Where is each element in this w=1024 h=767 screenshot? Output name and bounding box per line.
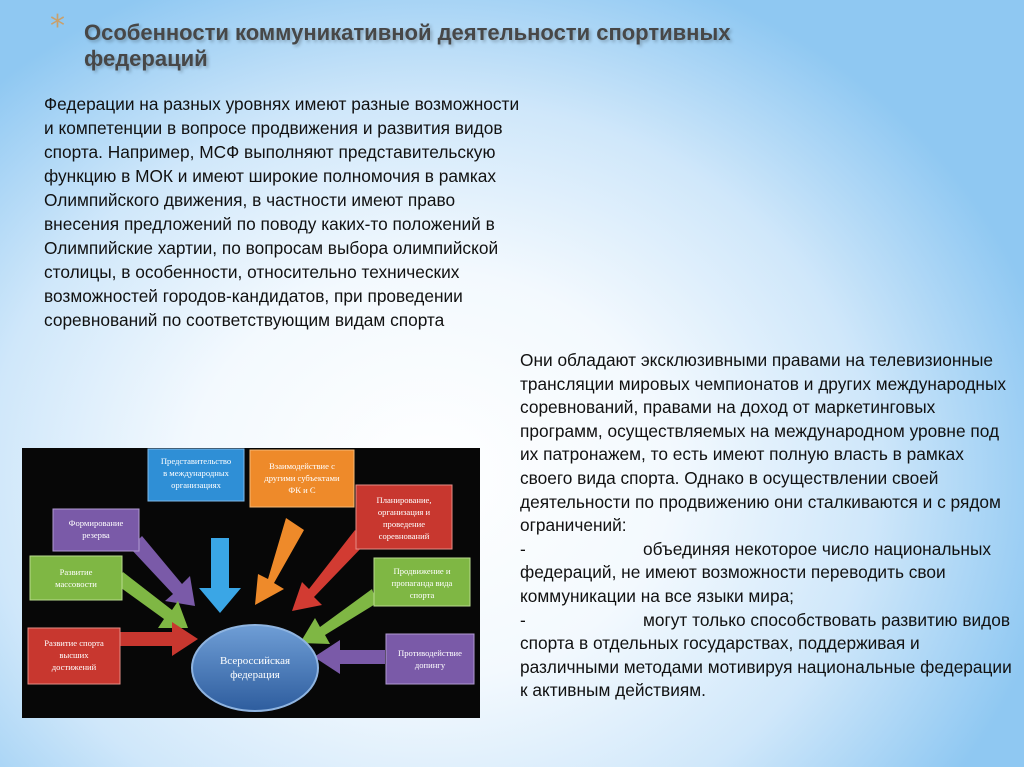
box-label: Противодействие: [398, 648, 462, 658]
box-label: резерва: [82, 530, 110, 540]
title-bullet-icon: *: [50, 9, 65, 44]
arrow-icon: [314, 640, 385, 674]
diagram-box: [28, 628, 120, 684]
list-marker: -: [520, 609, 526, 630]
box-label: Развитие спорта: [44, 638, 104, 648]
box-label: допингу: [414, 660, 446, 670]
right-text-block: [520, 349, 1015, 703]
box-label: ФК и С: [288, 485, 316, 495]
box-rect: [386, 634, 474, 684]
box-label: другими субъектами: [264, 473, 340, 483]
box-label: Взаимодействие с: [269, 461, 335, 471]
list-item-text: могут только способствовать развитию видов спорта в отдельных государствах, поддерживая и различными методами мотивируя национальные федерации к активным действиям.: [520, 609, 1012, 701]
box-label: соревнований: [378, 531, 430, 541]
box-label: в международных: [163, 468, 229, 478]
diagram-box: [386, 634, 474, 684]
diagram-box: [30, 556, 122, 600]
box-label: организация и: [377, 507, 431, 517]
box-label: достижений: [51, 662, 97, 672]
box-label: Развитие: [59, 567, 93, 577]
box-rect: [30, 556, 122, 600]
diagram-svg: [22, 448, 480, 718]
box-label: Планирование,: [376, 495, 432, 505]
list-item: [520, 538, 1015, 609]
diagram-box: [148, 449, 244, 501]
right-paragraph: Они обладают эксклюзивными правами на телевизионные трансляции мировых чемпионатов и других международных соревнований, правами на доход от маркетинговых программ, осуществляемых на международном уровне под их патронажем, то есть имеют полную власть в рамках своего вида спорта. Однако в осуществлении своей деятельности по продвижению они сталкиваются и с рядом ограничений:: [520, 350, 1007, 536]
arrow-icon: [199, 538, 241, 613]
arrow-icon: [292, 530, 365, 611]
slide-title: Особенности коммуникативной деятельности спортивных федераций: [84, 20, 731, 71]
list-marker: -: [520, 538, 526, 559]
diagram-box: [356, 485, 452, 549]
box-label: массовости: [55, 579, 97, 589]
box-label: спорта: [409, 590, 435, 600]
center-label: Всероссийская: [219, 655, 291, 667]
arrow-icon: [255, 518, 304, 605]
box-label: организациях: [171, 480, 221, 490]
box-label: Представительство: [160, 456, 232, 466]
federation-functions-diagram: [22, 448, 480, 718]
box-label: пропаганда вида: [391, 578, 453, 588]
center-ellipse: [192, 625, 318, 711]
diagram-box: [53, 509, 139, 551]
list-item: [520, 609, 1015, 703]
box-label: высших: [59, 650, 89, 660]
left-text-block: Федерации на разных уровнях имеют разные возможности и компетенции в вопросе продвижения и развития видов спорта. Например, МСФ выполняют представительскую функцию в МОК и имеют широкие полномочия в рамках Олимпийского движения, в частности имеют право внесения предложений по поводу каких-то положений в Олимпийские хартии, по вопросам выбора олимпийской столицы, в особенности, относительно технических возможностей городов-кандидатов, при проведении соревнований по соответствующим видам спорта: [44, 94, 520, 330]
diagram-box: [374, 558, 470, 606]
list-item-text: объединяя некоторое число национальных федераций, не имеют возможности переводить свои коммуникации на все языки мира;: [520, 538, 992, 606]
box-label: Формирование: [68, 518, 124, 528]
box-label: проведение: [382, 519, 426, 529]
box-label: Продвижение и: [393, 566, 451, 576]
diagram-box: [250, 450, 354, 507]
center-label: федерация: [230, 669, 280, 681]
